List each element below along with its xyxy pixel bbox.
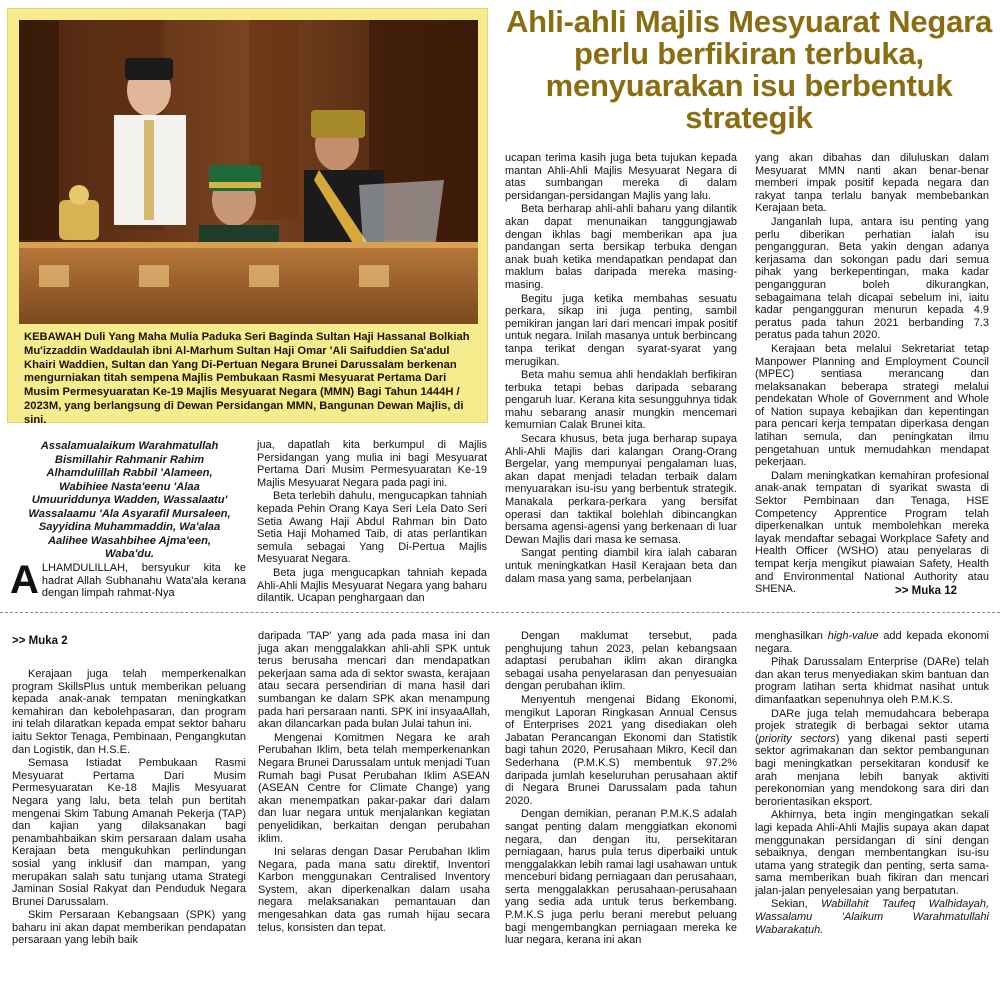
paragraph: menghasilkan high-value add kepada ekonomi negara. xyxy=(755,630,990,655)
paragraph: jua, dapatlah kita berkumpul di Majlis Persidangan yang mulia ini bagi Mesyuarat Pertama Dari Musim Permesyuaratan Ke-19 Majlis Mesyuarat Negara pada pagi ini. xyxy=(257,439,487,489)
paragraph: DARe juga telah memudahcara beberapa projek strategik di berbagai sektor utama (priority sectors) yang dikenal pasti seperti sektor agrimakanan dan sektor pembangunan bagi meningkatkan persekitaran kondusif ke arah menjana lebih banyak aktiviti perekonomian yang mendokong sara diri dan berorientasikan eksport. xyxy=(755,707,989,808)
paragraph: Kerajaan juga telah memperkenalkan program SkillsPlus untuk memberikan peluang kepada anak-anak tempatan meningkatkan kemahiran dan kebolehpasaran, dan program ini telah dilaratkan kepada empat sektor baharu iaitu Sektor Tenaga, Pembinaan, Pengangkutan dan Logistik, dan H.S.E. xyxy=(12,668,246,756)
bottom-column-4 xyxy=(755,630,989,937)
paragraph: Sekian, Wabillahit Taufeq Walhidayah, Wassalamu 'Alaikum Warahmatullahi Wabarakatuh. xyxy=(755,898,989,936)
paragraph: Akhirnya, beta ingin mengingatkan sekali lagi kepada Ahli-Ahli Majlis supaya akan dapat menggunakan persidangan di sini dengan sebaiknya, dengan membentangkan isu-isu utama yang strategik dan penting, serta sama-sama memberikan buah fikiran dan mencari jalan-jalan penyelesaian yang berpatutan. xyxy=(755,809,989,897)
paragraph: Dengan demikian, peranan P.M.K.S adalah sangat penting dalam menggiatkan ekonomi negara, dan dengan itu, persekitaran perniagaan, harus pula terus diperbaiki untuk menggalakkan lebih ramai lagi usahawan untuk menceburi bidang perniagaan dan perusahaan, serta menggalakkan perusahaan-perusahaan yang sedia ada untuk terus berkembang. P.M.K.S juga perlu berani merebut peluang bagi mengembangkan perniagaan mereka ke luar negara, kerana ini akan xyxy=(505,808,737,947)
paragraph: Menyentuh mengenai Bidang Ekonomi, mengikut Laporan Ringkasan Annual Census of Enterprises 2021 yang disediakan oleh Jabatan Perancangan Ekonomi dan Statistik bagi tahun 2020, Perusahaan Mikro, Kecil dan Sederhana (P.M.K.S) membentuk 97.2% daripada jumlah keseluruhan perusahaan aktif di Negara Brunei Darussalam pada tahun 2020. xyxy=(505,693,737,807)
paragraph: Beta juga mengucapkan tahniah kepada Ahli-Ahli Majlis Mesyuarat Negara yang baharu dilantik. Ucapan penghargaan dan xyxy=(257,566,487,605)
paragraph: Mengenai Komitmen Negara ke arah Perubahan Iklim, beta telah memperkenankan Negara Brunei Darussalam untuk menjadi Tuan Rumah bagi Pusat Perubahan Iklim ASEAN (ASEAN Centre for Climate Change) yang akan menempatkan pakar-pakar dari dalam dan luar negara untuk menjalankan kegiatan penyelidikan, berkaitan dengan perubahan iklim. xyxy=(258,731,490,845)
article-column-2 xyxy=(257,439,487,606)
paragraph: Ini selaras dengan Dasar Perubahan Iklim Negara, pada mana satu direktif, Inventori Karbon menggunakan Centralised Inventory System, akan diperkenalkan dalam usaha negara melaksanakan pemantauan dan mengesahkan data gas rumah hijau secara telus, konsisten dan tepat. xyxy=(258,846,490,934)
paragraph: ucapan terima kasih juga beta tujukan kepada mantan Ahli-Ahli Majlis Mesyuarat Negara di atas sumbangan mereka di dalam persidangan-persidangan Majlis yang lalu. xyxy=(505,152,737,202)
paragraph: daripada 'TAP' yang ada pada masa ini dan juga akan menggalakkan ahli-ahli SPK untuk terus berusaha mencari dan mendapatkan pekerjaan sama ada di sektor swasta, kerajaan atau secara persendirian di mana hasil dari sumbangan ke dalam SPK akan menampung pada hari persaraan nanti. SPK ini insyaaAllah, akan dilancarkan pada bulan Julai tahun ini. xyxy=(258,630,490,731)
continued-from-link[interactable]: >> Muka 2 xyxy=(12,635,68,647)
intro-text: LHAMDULILLAH, bersyukur kita ke hadrat Allah Subhanahu Wata'ala kerana dengan limpah rahmat-Nya xyxy=(41,562,246,600)
intro-paragraph xyxy=(10,558,246,602)
headline: Ahli-ahli Majlis Mesyuarat Negara perlu berfikiran terbuka, menyuarakan isu berbentuk strategik xyxy=(505,4,993,135)
photo-caption: KEBAWAH Duli Yang Maha Mulia Paduka Seri Baginda Sultan Haji Hassanal Bolkiah Mu'izzaddin Waddaulah ibni Al-Marhum Sultan Haji Omar 'Ali Saifuddien Sa'adul Khairi Waddien, Sultan dan Yang Di-Pertuan Negara Brunei Darussalam berkenan mengurniakan titah sempena Majlis Pembukaan Rasmi Mesyuarat Pertama Dari Musim Permesyuaratan Ke-19 Majlis Mesyuarat Negara (MMN) Bagi Tahun 1444H / 2023M, yang berlangsung di Dewan Persidangan MMN, Bangunan Dewan Majlis, di sini. xyxy=(24,331,470,426)
paragraph: Beta berharap ahli-ahli baharu yang dilantik akan dapat menunaikan tanggungjawab dengan ikhlas bagi memberikan apa jua pandangan serta bersikap terbuka dengan anak buah ketika mendapatkan pendapat dan maklum balas daripada mereka masing-masing. xyxy=(505,203,737,291)
paragraph: Skim Persaraan Kebangsaan (SPK) yang baharu ini akan dapat memberikan pendapatan persaraan yang lebih baik xyxy=(12,909,246,947)
paragraph: Begitu juga ketika membahas sesuatu perkara, sikap ini juga penting, sambil pemikiran jangan lari dari mencari impak positif untuk negara. Inilah masanya untuk berbincang tanpa terikat dengan syarat-syarat yang merugikan. xyxy=(505,292,737,368)
article-column-3 xyxy=(505,152,737,586)
paragraph: Kerajaan beta melalui Sekretariat tetap Manpower Planning and Employment Council (MPEC) sentiasa merancang dan melaksanakan beberapa strategi melalui pendekatan Whole of Government and Whole of Nation supaya kebajikan dan kepentingan para pencari kerja tempatan diperkasa dengan latihan semula, dan peningkatan ilmu pengetahuan untuk memudahkan mendapat pekerjaan. xyxy=(755,342,989,469)
paragraph: Secara khusus, beta juga berharap supaya Ahli-Ahli Majlis dari kalangan Orang-Orang Bergelar, yang mempunyai pengalaman luas, akan dapat menjadi teladan terbaik dalam menyuarakan isu-isu yang berbentuk strategik. Manakala perkara-perkara yang bersifat operasi dan taktikal bolehlah dibincangkan bersama agensi-agensi yang berkenaan di luar Dewan Majlis dari masa ke semasa. xyxy=(505,433,737,546)
paragraph: Semasa Istiadat Pembukaan Rasmi Mesyuarat Pertama Dari Musim Permesyuaratan Ke-18 Majlis Mesyuarat Negara yang lalu, beta telah pun bertitah mengenai Skim Tabung Amanah Pekerja (TAP) dan kajian yang dilaksanakan bagi penambahbaikan skim persaraan dalam usaha Kerajaan beta mengukuhkan perlindungan sosial yang inklusif dan mampan, yang merupakan salah satu tunjang utama Strategi Jaminan Sosial Rakyat dan Penduduk Negara Brunei Darussalam. xyxy=(12,757,246,908)
paragraph: Janganlah lupa, antara isu penting yang perlu diberikan perhatian ialah isu pengangguran. Beta yakin dengan adanya kerjasama dan sokongan padu dari semua pihak yang berkepentingan, maka kadar pengangguran boleh dikurangkan, sebagaimana telah dicapai sebelum ini, iaitu kadar pengangguran menurun kepada 4.9 peratus pada tahun 2021 berbanding 7.3 peratus pada tahun 2020. xyxy=(755,215,989,342)
photo-caption-box xyxy=(7,8,488,426)
paragraph: Sangat penting diambil kira ialah cabaran untuk meningkatkan Hasil Kerajaan beta dan dalam masa yang sama, perbelanjaan xyxy=(505,547,737,585)
paragraph: Dalam meningkatkan kemahiran profesional anak-anak tempatan di syarikat swasta di Sektor Pembinaan dan Tenaga, HSE Competency Apprentice Program telah diperkenalkan untuk membolehkan mereka layak mendaftar sebagai Workplace Safety and Health Officer (WSHO) atau penyelaras di tempat kerja mengikut piawaian Safety, Health and Environmental National Authority atau SHENA. xyxy=(755,469,989,596)
page-divider xyxy=(0,612,1000,613)
paragraph: Pihak Darussalam Enterprise (DARe) telah dan akan terus menyediakan skim bantuan dan program latihan serta khidmat nasihat untuk dimanfaatkan sepenuhnya oleh P.M.K.S. xyxy=(755,656,989,706)
continued-page-link[interactable]: >> Muka 12 xyxy=(895,585,958,597)
bottom-column-3 xyxy=(505,630,737,948)
drop-cap: A xyxy=(10,558,39,602)
paragraph: Beta terlebih dahulu, mengucapkan tahniah kepada Pehin Orang Kaya Seri Lela Dato Seri Setia Awang Haji Abdul Rahman bin Dato Setia Haji Mohamed Taib, di atas perlantikan semula sebagai Yang Di-Pertua Majlis Mesyuarat Negara. xyxy=(257,490,487,566)
bottom-column-2 xyxy=(258,630,490,935)
paragraph: Beta mahu semua ahli hendaklah berfikiran terbuka tetapi bebas daripada sebarang pengaruh luar. Kerana kita sesungguhnya tidak mahu sebarang anasir mungkin mencemari kemurnian Calak Brunei kita. xyxy=(505,369,737,432)
bottom-column-1 xyxy=(12,668,246,948)
article-column-4 xyxy=(755,152,989,597)
ceremony-photo xyxy=(19,20,478,324)
paragraph: Dengan maklumat tersebut, pada penghujung tahun 2023, pelan kebangsaan adaptasi perubahan iklim akan dirangka sebagai usaha penyelarasan dan penyesuaian dengan perubahan iklim. xyxy=(505,630,737,693)
ceremony-photo-illustration xyxy=(19,20,478,324)
paragraph: yang akan dibahas dan diluluskan dalam Mesyuarat MMN nanti akan benar-benar memberi impak positif kepada negara dan rakyat tanpa terlalu banyak membebankan Kerajaan beta. xyxy=(755,152,989,215)
salutation: Assalamualaikum Warahmatullah Bismillahir Rahmanir Rahim Alhamdulillah Rabbil 'Alameen, Wabihiee Nasta'eenu 'Alaa Umuuriddunya Wadden, Wassalaatu' Wassalaamu 'Ala Asyarafil Mursaleen, Sayyidina Muhammaddin, Wa'alaa Aalihee Wasahbihee Ajma'een, Waba'du. xyxy=(28,440,231,560)
